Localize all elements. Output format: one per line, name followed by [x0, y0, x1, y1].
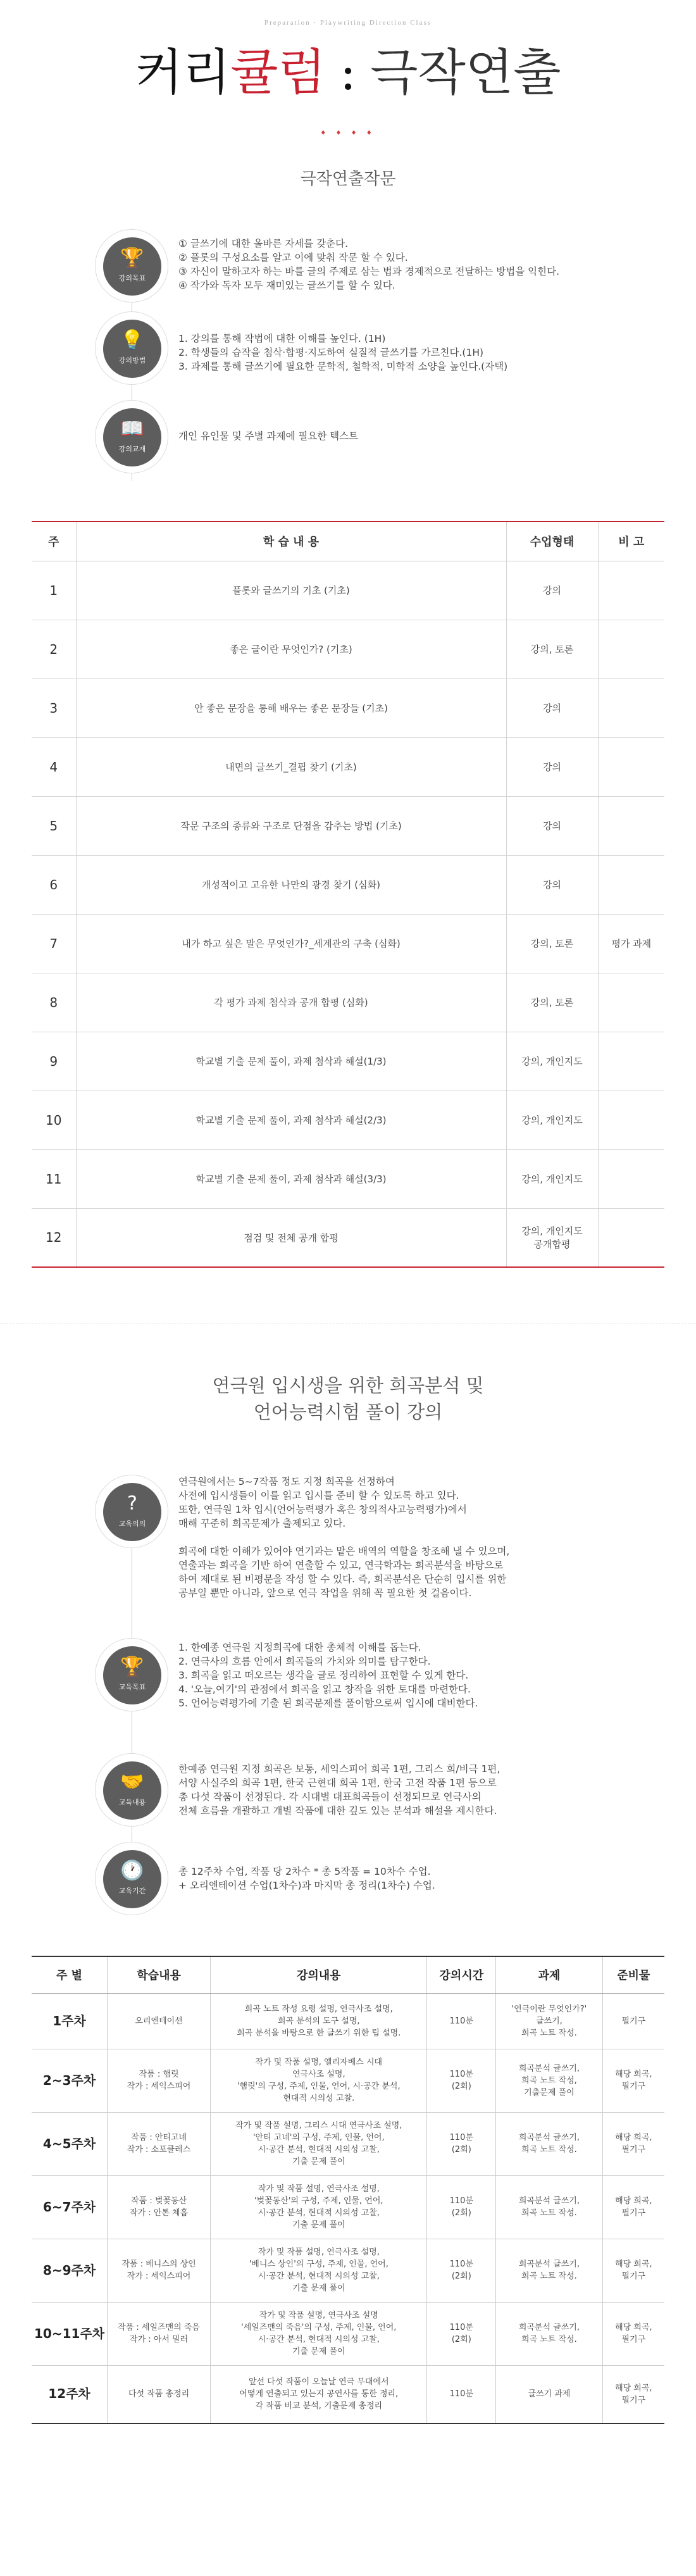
- col-header-assignment: 과제: [496, 1956, 602, 1993]
- cell-lecture: 작가 및 작품 설명, 연극사조 설명 '세일즈맨의 죽음'의 구성, 주제, 인물, 언어, 시·공간 분석, 현대적 시의성 고찰, 기출 문제 풀이: [211, 2302, 427, 2365]
- text-line: 5. 언어능력평가에 기출 된 희곡문제를 풀이함으로써 입시에 대비한다.: [178, 1698, 478, 1709]
- cell-assignment: 희곡분석 글쓰기, 희곡 노트 작성.: [496, 2112, 602, 2175]
- text-line: 공부일 뿐만 아니라, 앞으로 연극 작업을 위해 꼭 필요한 첫 걸음이다.: [178, 1587, 472, 1599]
- cell-week: 1: [32, 561, 76, 620]
- cell-assignment: 희곡분석 글쓰기, 희곡 노트 작성.: [496, 2302, 602, 2365]
- text-line: 연극원에서는 5~7작품 정도 지정 희곡을 선정하여: [178, 1476, 395, 1487]
- s2-objectives-badge: [95, 1638, 168, 1711]
- cell-week: 8: [32, 973, 76, 1032]
- cell-week: 1주차: [32, 1993, 108, 2049]
- col-header-topic: 학습내용: [108, 1956, 211, 1993]
- cell-lecture: 작가 및 작품 설명, 연극사조 설명, '벚꽃동산'의 구성, 주제, 인물, 언어, 시·공간 분석, 현대적 시의성 고찰, 기출 문제 풀이: [211, 2175, 427, 2239]
- text-line: 1. 강의를 통해 작법에 대한 이해를 높인다. (1H): [178, 333, 386, 344]
- s2-content-text: [178, 1762, 500, 1818]
- cell-time: 110분: [427, 2365, 496, 2423]
- cell-week: 12: [32, 1208, 76, 1267]
- cell-topic: 작품 : 베니스의 상인 작가 : 세익스피어: [108, 2239, 211, 2302]
- cell-time: 110분: [427, 1993, 496, 2049]
- cell-content: 내면의 글쓰기_결핍 찾기 (기초): [76, 737, 506, 796]
- table-row: [32, 2175, 664, 2239]
- cell-week: 10: [32, 1091, 76, 1149]
- lightbulb-icon: 💡: [120, 329, 144, 351]
- table-row: [32, 1208, 664, 1267]
- cell-note: [598, 1032, 664, 1091]
- cell-content: 안 좋은 문장을 통해 배우는 좋은 문장들 (기초): [76, 678, 506, 737]
- col-header-format: 수업형태: [506, 522, 598, 561]
- cell-week: 11: [32, 1149, 76, 1208]
- col-header-time: 강의시간: [427, 1956, 496, 1993]
- text-line: ① 글쓰기에 대한 올바른 자세를 갖춘다.: [178, 238, 349, 249]
- section1-title-text: 극작연출작문: [300, 170, 396, 189]
- section2-title: [0, 1372, 696, 1425]
- text-line: 매해 꾸준히 희곡문제가 출제되고 있다.: [178, 1518, 346, 1529]
- cell-note: [598, 1091, 664, 1149]
- table-row: [32, 561, 664, 620]
- cell-week: 2~3주차: [32, 2049, 108, 2112]
- text-line: + 오리엔테이션 수업(1차수)과 마지막 총 정리(1차수) 수업.: [178, 1880, 435, 1891]
- section2-title-line1: 연극원 입시생을 위한 희곡분석 및: [212, 1375, 484, 1396]
- curriculum-table: [32, 521, 664, 1268]
- table-row: [32, 1091, 664, 1149]
- cell-format: 강의: [506, 737, 598, 796]
- cell-supplies: 필기구: [602, 1993, 664, 2049]
- cell-supplies: 해당 희곡, 필기구: [602, 2239, 664, 2302]
- cell-topic: 작품 : 벚꽃동산 작가 : 안톤 체홉: [108, 2175, 211, 2239]
- cell-assignment: 희곡분석 글쓰기, 희곡 노트 작성.: [496, 2239, 602, 2302]
- title-genre: 극작연출: [370, 44, 561, 101]
- table-row: [32, 1993, 664, 2049]
- cell-note: [598, 678, 664, 737]
- cell-time: 110분 (2회): [427, 2049, 496, 2112]
- cell-assignment: '연극이란 무엇인가?' 글쓰기, 희곡 노트 작성.: [496, 1993, 602, 2049]
- badge-label: 교육의의: [118, 1520, 146, 1528]
- text-line: 연출과는 희곡을 기반 하여 연출할 수 있고, 연극학과는 희곡분석을 바탕으로: [178, 1560, 504, 1571]
- badge-label: 강의방법: [118, 356, 146, 365]
- cell-format: 강의, 개인지도: [506, 1091, 598, 1149]
- cell-supplies: 해당 희곡, 필기구: [602, 2302, 664, 2365]
- s2-objectives-text: [178, 1641, 478, 1710]
- s1-material-badge: [95, 400, 168, 473]
- table-header-row: [32, 1956, 664, 1993]
- handshake-icon: 🤝: [120, 1771, 144, 1793]
- trophy-icon: 🏆: [120, 247, 144, 269]
- title-circle: [310, 157, 386, 233]
- cell-lecture: 희곡 노트 작성 요령 설명, 연극사조 설명, 희곡 분석의 도구 설명, 희곡 분석을 바탕으로 한 글쓰기 위한 팁 설명.: [211, 1993, 427, 2049]
- text-line: 3. 과제를 통해 글쓰기에 필요한 문학적, 철학적, 미학적 소양을 높인다.(자택): [178, 361, 508, 372]
- cell-assignment: 글쓰기 과제: [496, 2365, 602, 2423]
- cell-time: 110분 (2회): [427, 2175, 496, 2239]
- header-subtitle: Preparation · Playwriting Direction Class: [264, 19, 432, 27]
- table-row: [32, 914, 664, 973]
- text-line: 2. 연극사의 흐름 안에서 희곡들의 가치와 의미를 탐구한다.: [178, 1656, 431, 1667]
- text-line: 희곡에 대한 이해가 있어야 연기과는 맡은 배역의 역할을 창조해 낼 수 있으며,: [178, 1546, 510, 1557]
- s2-period-badge: [95, 1842, 168, 1915]
- cell-supplies: 해당 희곡, 필기구: [602, 2112, 664, 2175]
- cell-week: 8~9주차: [32, 2239, 108, 2302]
- cell-format: 강의: [506, 678, 598, 737]
- cell-content: 점검 및 전체 공개 합평: [76, 1208, 506, 1267]
- cell-time: 110분 (2회): [427, 2239, 496, 2302]
- badge-label: 교육기간: [118, 1887, 146, 1895]
- text-line: 4. '오늘,여기'의 관점에서 희곡을 읽고 창작을 위한 토대를 마련한다.: [178, 1684, 471, 1695]
- cell-note: [598, 1208, 664, 1267]
- table-row: [32, 1032, 664, 1091]
- table-row: [32, 796, 664, 855]
- cell-format: 강의, 토론: [506, 973, 598, 1032]
- cell-note: [598, 561, 664, 620]
- table-header-row: [32, 522, 664, 561]
- page-title: [0, 33, 696, 104]
- cell-week: 6: [32, 855, 76, 914]
- table-row: [32, 2302, 664, 2365]
- title-separator: :: [339, 44, 357, 101]
- text-line: 서양 사실주의 희곡 1편, 한국 근현대 희곡 1편, 한국 고전 작품 1편 등으로: [178, 1777, 497, 1789]
- section1-title: [0, 166, 696, 189]
- text-line: ③ 자신이 말하고자 하는 바를 글의 주제로 삼는 법과 경제적으로 전달하는 방법을 익힌다.: [178, 266, 560, 277]
- cell-format: 강의: [506, 796, 598, 855]
- s2-overview-badge: [95, 1475, 168, 1548]
- cell-content: 학교별 기출 문제 풀이, 과제 첨삭과 해설(3/3): [76, 1149, 506, 1208]
- text-line: 총 12주차 수업, 작품 당 2차수 * 총 5작품 = 10차수 수업.: [178, 1866, 431, 1877]
- cell-supplies: 해당 희곡, 필기구: [602, 2365, 664, 2423]
- cell-supplies: 해당 희곡, 필기구: [602, 2175, 664, 2239]
- clock-icon: 🕐: [120, 1860, 144, 1882]
- text-line: ④ 작가와 독자 모두 재미있는 글쓰기를 할 수 있다.: [178, 280, 395, 291]
- text-line: 3. 희곡을 읽고 떠오르는 생각을 글로 정리하여 표현할 수 있게 한다.: [178, 1670, 469, 1681]
- cell-note: 평가 과제: [598, 914, 664, 973]
- cell-week: 10~11주차: [32, 2302, 108, 2365]
- table-row: [32, 620, 664, 678]
- text-line: 하여 제대로 된 비평문을 작성 할 수 있다. 즉, 희곡분석은 단순히 입시를 위한: [178, 1573, 507, 1585]
- table-row: [32, 2239, 664, 2302]
- col-header-supplies: 준비물: [602, 1956, 664, 1993]
- cell-week: 7: [32, 914, 76, 973]
- cell-topic: 오리엔테이션: [108, 1993, 211, 2049]
- table-row: [32, 973, 664, 1032]
- cell-week: 6~7주차: [32, 2175, 108, 2239]
- s1-objectives-text: [178, 237, 559, 292]
- cell-week: 12주차: [32, 2365, 108, 2423]
- cell-lecture: 앞선 다섯 작품이 오늘날 연극 무대에서 어떻게 연출되고 있는지 공연사를 통한 정리, 각 작품 비교 분석, 기출문제 총정리: [211, 2365, 427, 2423]
- text-line: 총 다섯 작품이 선정된다. 각 시대별 대표희곡들이 선정되므로 연극사의: [178, 1791, 482, 1803]
- decorative-dots: ♦ ♦ ♦ ♦: [320, 130, 376, 137]
- col-header-lecture: 강의내용: [211, 1956, 427, 1993]
- cell-content: 학교별 기출 문제 풀이, 과제 첨삭과 해설(1/3): [76, 1032, 506, 1091]
- cell-format: 강의, 개인지도: [506, 1149, 598, 1208]
- col-header-week: 주 별: [32, 1956, 108, 1993]
- s1-method-badge: [95, 311, 168, 385]
- cell-supplies: 해당 희곡, 필기구: [602, 2049, 664, 2112]
- badge-label: 교육내용: [118, 1798, 146, 1806]
- cell-note: [598, 620, 664, 678]
- schedule-table: [32, 1956, 664, 2424]
- cell-format: 강의, 토론: [506, 914, 598, 973]
- table-row: [32, 1149, 664, 1208]
- cell-lecture: 작가 및 작품 설명, 연극사조 설명, '베니스 상인'의 구성, 주제, 인물, 언어, 시·공간 분석, 현대적 시의성 고찰, 기출 문제 풀이: [211, 2239, 427, 2302]
- badge-label: 강의목표: [118, 274, 146, 282]
- s1-material-text: [178, 429, 358, 443]
- cell-topic: 작품 : 안티고네 작가 : 소포클레스: [108, 2112, 211, 2175]
- text-line: 전체 흐름을 개괄하고 개별 작품에 대한 깊도 있는 분석과 해설을 제시한다.: [178, 1805, 497, 1816]
- s1-method-text: [178, 332, 507, 373]
- s2-period-text: [178, 1865, 435, 1892]
- section2-title-line2: 언어능력시험 풀이 강의: [253, 1401, 443, 1423]
- cell-note: [598, 796, 664, 855]
- cell-content: 좋은 글이란 무엇인가? (기초): [76, 620, 506, 678]
- cell-content: 학교별 기출 문제 풀이, 과제 첨삭과 해설(2/3): [76, 1091, 506, 1149]
- cell-assignment: 희곡분석 글쓰기, 희곡 노트 작성, 기출문제 풀이: [496, 2049, 602, 2112]
- cell-format: 강의: [506, 855, 598, 914]
- cell-note: [598, 973, 664, 1032]
- col-header-week: 주: [32, 522, 76, 561]
- cell-note: [598, 855, 664, 914]
- cell-topic: 작품 : 햄릿 작가 : 세익스피어: [108, 2049, 211, 2112]
- text-line: 한예종 연극원 지정 희곡은 보통, 세익스피어 희곡 1편, 그리스 희/비극 1편,: [178, 1763, 500, 1775]
- cell-lecture: 작가 및 작품 설명, 엘리자베스 시대 연극사조 설명, '햄릿'의 구성, 주제, 인물, 언어, 시·공간 분석, 현대적 시의성 고찰.: [211, 2049, 427, 2112]
- badge-label: 강의교재: [118, 445, 146, 453]
- text-line: 1. 한예종 연극원 지정희곡에 대한 총체적 이해를 돕는다.: [178, 1642, 421, 1653]
- text-line: 또한, 연극원 1차 입시(언어능력평가 혹은 창의적사고능력평가)에서: [178, 1504, 467, 1515]
- title-part1: 커리: [135, 44, 231, 101]
- cell-lecture: 작가 및 작품 설명, 그리스 시대 연극사조 설명, '안티 고네'의 구성, 주제, 인물, 언어, 시·공간 분석, 현대적 시의성 고찰, 기출 문제 풀이: [211, 2112, 427, 2175]
- cell-content: 각 평가 과제 첨삭과 공개 합평 (심화): [76, 973, 506, 1032]
- cell-content: 내가 하고 싶은 말은 무엇인가?_세계관의 구축 (심화): [76, 914, 506, 973]
- table-row: [32, 678, 664, 737]
- cell-time: 110분 (2회): [427, 2112, 496, 2175]
- cell-time: 110분 (2회): [427, 2302, 496, 2365]
- cell-topic: 작품 : 세일즈맨의 죽음 작가 : 아서 밀러: [108, 2302, 211, 2365]
- text-line: 2. 학생들의 습작을 첨삭·합평·지도하여 실질적 글쓰기를 가르친다.(1H): [178, 347, 484, 358]
- cell-topic: 다섯 작품 총정리: [108, 2365, 211, 2423]
- table-row: [32, 2112, 664, 2175]
- table-row: [32, 2049, 664, 2112]
- cell-note: [598, 1149, 664, 1208]
- cell-format: 강의, 개인지도: [506, 1032, 598, 1091]
- cell-assignment: 희곡분석 글쓰기, 희곡 노트 작성.: [496, 2175, 602, 2239]
- col-header-note: 비 고: [598, 522, 664, 561]
- cell-content: 플롯와 글쓰기의 기초 (기초): [76, 561, 506, 620]
- cell-week: 3: [32, 678, 76, 737]
- question-icon: ?: [127, 1492, 137, 1515]
- cell-week: 4~5주차: [32, 2112, 108, 2175]
- cell-format: 강의, 개인지도 공개합평: [506, 1208, 598, 1267]
- s2-content-badge: [95, 1753, 168, 1827]
- badge-label: 교육목표: [118, 1683, 146, 1691]
- s2-overview-text: [178, 1475, 509, 1600]
- cell-content: 작문 구조의 종류와 구조로 단점을 감추는 방법 (기초): [76, 796, 506, 855]
- cell-week: 9: [32, 1032, 76, 1091]
- cell-format: 강의, 토론: [506, 620, 598, 678]
- trophy-icon: 🏆: [120, 1656, 144, 1678]
- cell-week: 5: [32, 796, 76, 855]
- cell-week: 2: [32, 620, 76, 678]
- book-icon: 📖: [120, 418, 144, 440]
- table-row: [32, 855, 664, 914]
- table-row: [32, 737, 664, 796]
- text-line: ② 플롯의 구성요소를 알고 이에 맞춰 작문 할 수 있다.: [178, 252, 408, 263]
- cell-week: 4: [32, 737, 76, 796]
- cell-format: 강의: [506, 561, 598, 620]
- table-row: [32, 2365, 664, 2423]
- text-line: 개인 유인물 및 주별 과제에 필요한 텍스트: [178, 430, 359, 442]
- page-header: [0, 0, 696, 146]
- text-line: 사전에 입시생들이 이를 읽고 입시를 준비 할 수 있도록 하고 있다.: [178, 1490, 459, 1501]
- s1-objectives-badge: [95, 229, 168, 303]
- col-header-content: 학 습 내 용: [76, 522, 506, 561]
- title-mark: 큘럼: [230, 44, 326, 101]
- cell-note: [598, 737, 664, 796]
- cell-content: 개성적이고 고유한 나만의 광경 찾기 (심화): [76, 855, 506, 914]
